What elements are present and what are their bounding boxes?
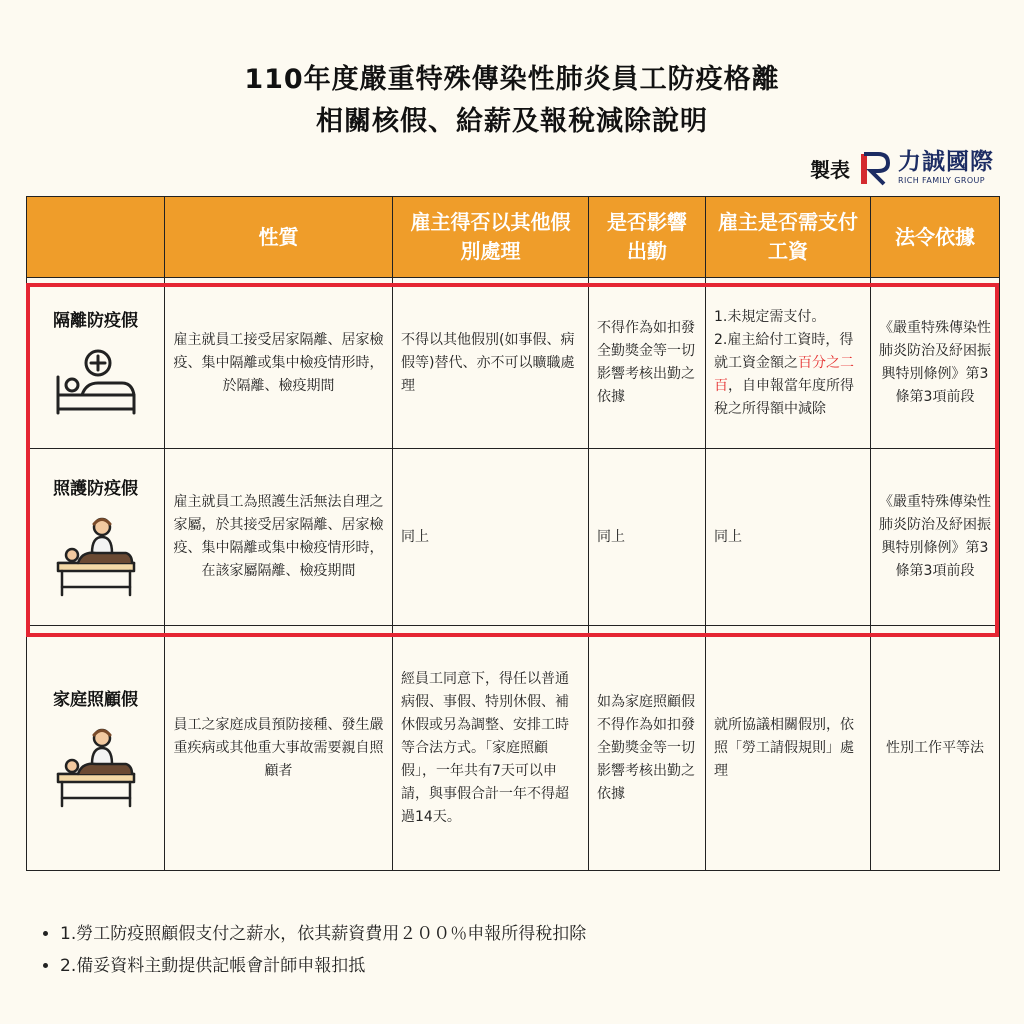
table-header-row <box>27 197 1000 278</box>
page-title-line1: 110年度嚴重特殊傳染性肺炎員工防疫格離 <box>244 64 780 95</box>
table-row <box>27 626 1000 871</box>
maker-label: 製表 <box>810 157 850 182</box>
pay-cell <box>706 278 871 449</box>
leave-policy-table <box>26 196 1000 871</box>
header-law: 法令依據 <box>871 197 1000 278</box>
table-row <box>27 278 1000 449</box>
caregiver-icon <box>52 726 140 808</box>
logo-chinese-name: 力誠國際 <box>898 149 994 175</box>
type-cell <box>27 449 165 626</box>
header-blank <box>27 197 165 278</box>
pay-item-2a: 2.雇主給付工資時，得就工資金額之 <box>714 331 854 371</box>
pay-cell: 就所協議相關假別，依照「勞工請假規則」處理 <box>706 626 871 871</box>
page-title-line2: 相關核假、給薪及報稅減除說明 <box>316 106 708 137</box>
patient-bed-icon <box>52 347 140 417</box>
pay-item-2b: ，自申報當年度所得稅之所得額中減除 <box>714 377 854 417</box>
caregiver-icon <box>52 515 140 597</box>
law-cell: 性別工作平等法 <box>871 626 1000 871</box>
law-cell: 《嚴重特殊傳染性肺炎防治及紓困振興特別條例》第3條第3項前段 <box>871 278 1000 449</box>
type-cell <box>27 626 165 871</box>
header-other-leave: 雇主得否以其他假別處理 <box>393 197 589 278</box>
maker-credit <box>810 150 994 186</box>
header-attendance: 是否影響出勤 <box>589 197 706 278</box>
table-row <box>27 449 1000 626</box>
nature-cell: 雇主就員工接受居家隔離、居家檢疫、集中隔離或集中檢疫情形時，於隔離、檢疫期間 <box>165 278 393 449</box>
other-leave-cell: 不得以其他假別(如事假、病假等)替代、亦不可以曠職處理 <box>393 278 589 449</box>
attendance-cell: 同上 <box>589 449 706 626</box>
leave-type-quarantine: 隔離防疫假 <box>53 310 138 331</box>
type-cell <box>27 278 165 449</box>
pay-cell: 同上 <box>706 449 871 626</box>
leave-type-care-quarantine: 照護防疫假 <box>53 478 138 499</box>
law-cell: 《嚴重特殊傳染性肺炎防治及紓困振興特別條例》第3條第3項前段 <box>871 449 1000 626</box>
note-item: • 1.勞工防疫照顧假支付之薪水，依其薪資費用２００％申報所得稅扣除 <box>60 918 586 950</box>
notes-list <box>40 918 586 982</box>
header-pay: 雇主是否需支付工資 <box>706 197 871 278</box>
pay-item-1: 1.未規定需支付。 <box>714 308 826 325</box>
leave-type-family-care: 家庭照顧假 <box>53 689 138 710</box>
nature-cell: 員工之家庭成員預防接種、發生嚴重疾病或其他重大事故需要親自照顧者 <box>165 626 393 871</box>
attendance-cell: 不得作為如扣發全勤獎金等一切影響考核出勤之依據 <box>589 278 706 449</box>
note-item: • 2.備妥資料主動提供記帳會計師申報扣抵 <box>60 950 586 982</box>
header-nature: 性質 <box>165 197 393 278</box>
nature-cell: 雇主就員工為照護生活無法自理之家屬，於其接受居家隔離、居家檢疫、集中隔離或集中檢疫情形時，在該家屬隔離、檢疫期間 <box>165 449 393 626</box>
pay-highlight: 百分之二百 <box>714 354 854 394</box>
attendance-cell: 如為家庭照顧假不得作為如扣發全勤獎金等一切影響考核出勤之依據 <box>589 626 706 871</box>
logo-english-name: RICH FAMILY GROUP <box>898 176 986 185</box>
other-leave-cell: 經員工同意下，得任以普通病假、事假、特別休假、補休假或另為調整、安排工時等合法方式。「家庭照顧假」，一年共有7天可以申請，與事假合計一年不得超過14天。 <box>393 626 589 871</box>
rich-family-logo-icon <box>860 150 892 186</box>
other-leave-cell: 同上 <box>393 449 589 626</box>
